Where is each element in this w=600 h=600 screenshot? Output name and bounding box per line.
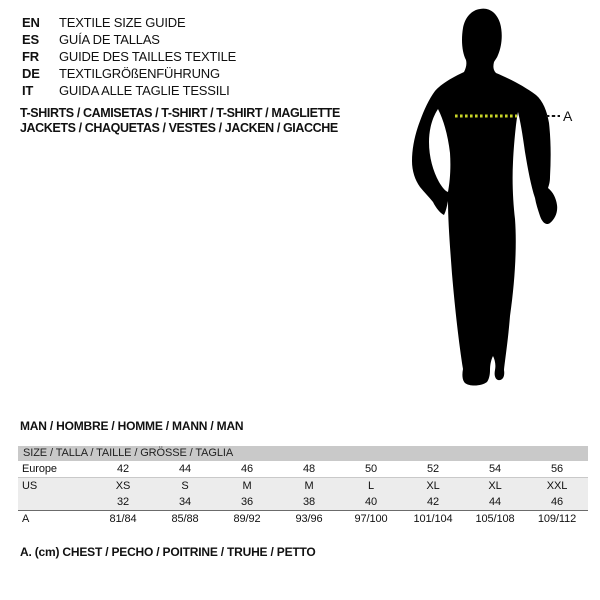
size-cell: 105/108 [475,513,515,525]
language-row-de [22,65,236,82]
language-code: DE [22,66,40,81]
measurement-footnote: A. (cm) CHEST / PECHO / POITRINE / TRUHE / PETTO [20,545,316,559]
language-label: TEXTILE SIZE GUIDE [59,15,186,30]
language-label: GUIDA ALLE TAGLIE TESSILI [59,83,230,98]
language-list [22,14,236,99]
table-row-numeric [18,494,588,511]
size-cell: 54 [488,463,502,475]
size-cell: 40 [364,496,378,508]
size-cell: 93/96 [295,513,323,525]
size-cell: 38 [302,496,316,508]
size-cell: 42 [116,463,130,475]
language-row-it [22,82,236,99]
size-cell: 34 [178,496,192,508]
size-cell: 44 [488,496,502,508]
row-label [18,494,92,510]
language-row-fr [22,48,236,65]
size-cell: 101/104 [413,513,453,525]
size-cell: 46 [240,463,254,475]
garment-categories [20,106,340,136]
size-cell: 85/88 [171,513,199,525]
size-cell: 52 [426,463,440,475]
size-cell: 89/92 [233,513,261,525]
measure-label-a: A [563,108,573,124]
size-cell: S [181,480,189,492]
language-row-es [22,31,236,48]
table-row-us [18,478,588,494]
size-cell: 97/100 [354,513,388,525]
language-code: ES [22,32,39,47]
table-row-chest-a [18,511,588,527]
size-cell: 44 [178,463,192,475]
man-silhouette-figure [393,0,600,400]
category-tshirts: T-SHIRTS / CAMISETAS / T-SHIRT / T-SHIRT / MAGLIETTE [20,106,340,120]
language-label: GUÍA DE TALLAS [59,32,160,47]
size-cell: 50 [364,463,378,475]
row-label: A [22,513,30,525]
man-silhouette-svg [393,0,600,400]
size-cell: L [367,480,375,492]
size-cell: XL [426,480,440,492]
size-cell: 42 [426,496,440,508]
section-title-man: MAN / HOMBRE / HOMME / MANN / MAN [20,419,244,433]
man-silhouette-shape [412,9,557,386]
size-cell: 36 [240,496,254,508]
language-row-en [22,14,236,31]
row-label: US [22,480,38,492]
language-label: TEXTILGRÖßENFÜHRUNG [59,66,220,81]
size-cell: 81/84 [109,513,137,525]
language-label: GUIDE DES TAILLES TEXTILE [59,49,237,64]
language-code: FR [22,49,39,64]
size-cell: 46 [550,496,564,508]
size-cell: XXL [546,480,568,492]
row-label: Europe [22,463,57,475]
size-cell: XL [488,480,502,492]
size-cell: M [242,480,252,492]
table-row-europe [18,461,588,478]
size-cell: 56 [550,463,564,475]
size-cell: 48 [302,463,316,475]
size-cell: M [304,480,314,492]
size-cell: 32 [116,496,130,508]
size-table [18,446,588,527]
category-jackets: JACKETS / CHAQUETAS / VESTES / JACKEN / GIACCHE [20,121,338,135]
size-table-header: SIZE / TALLA / TAILLE / GRÖSSE / TAGLIA [18,446,588,461]
size-cell: XS [115,480,131,492]
language-code: IT [22,83,34,98]
language-code: EN [22,15,40,30]
size-cell: 109/112 [537,513,577,525]
